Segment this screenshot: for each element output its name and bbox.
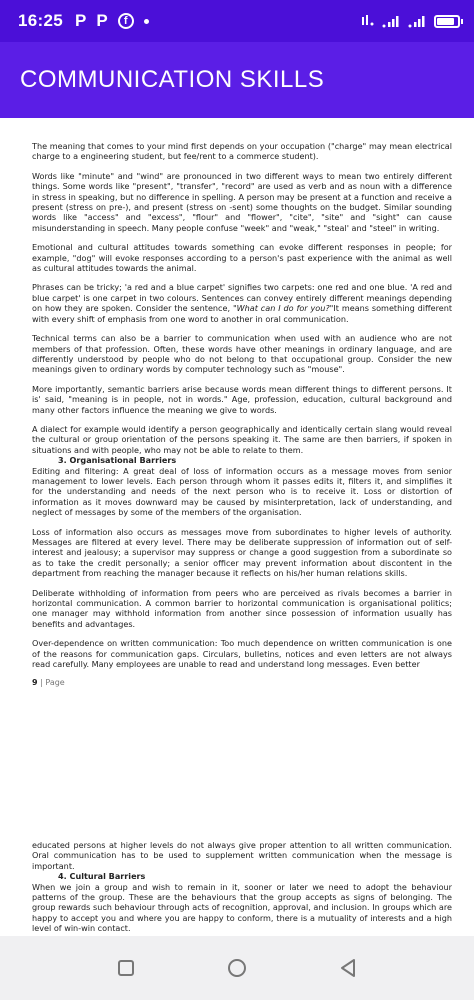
quoted-sentence: "What can I do for you?": [232, 303, 334, 314]
paragraph-text: Phrases can be tricky; 'a red and a blue carpet' signifies two carpets: one red and one blue. 'A red and blue carpet' is one carpet in two colours. Sentences can convey entirely different meanings depending on how they are spoken. Consider the sentence,: [32, 282, 452, 314]
paragraph: More importantly, semantic barriers arise because words mean different things to different persons. It is' said, "meaning is in people, not in words." Age, profession, education, cultural background and many other factors influence the meaning we give to words.: [32, 383, 452, 415]
paragraph: [32, 282, 452, 324]
page-number-value: 9: [32, 678, 38, 688]
paragraph: When we join a group and wish to remain in it, sooner or later we need to adopt the behaviour patterns of the group. These are the behaviours that the group accepts as signs of belonging. The group rewards such behaviour through acts of recognition, approval, and inclusion. In groups which are happy to accept you and where you are happy to conform, there is a mutuality of interests and a high level of win-win contact.: [32, 881, 452, 934]
app-bar: [0, 42, 474, 118]
paragraph: Deliberate withholding of information from peers who are perceived as rivals becomes a barrier in horizontal communication. A common barrier to horizontal communication is organisational politics; one manager may withhold information from another since possession of information usually has benefits and advantages.: [32, 587, 452, 629]
back-button[interactable]: [328, 948, 368, 988]
wifi-icon: [360, 14, 376, 28]
page-number: [32, 678, 452, 688]
recents-button[interactable]: [106, 948, 146, 988]
paragraph: Editing and filtering: A great deal of loss of information occurs as a message moves from senior management to lower levels. Each person through whom it passes edits it, filters it, and simplifies it for the understanding and needs of the next person who is to receive it. Loss or distortion of information as it moves downward may be caused by misinterpretation, lack of understanding, and neglect of messages by some of the members of the organisation.: [32, 465, 452, 518]
home-button[interactable]: [217, 948, 257, 988]
recents-square-icon: [117, 959, 135, 977]
navigation-bar: [0, 936, 474, 1000]
signal-icon: [408, 14, 428, 28]
paragraph: educated persons at higher levels do not always give proper attention to all written communication. Oral communication has to be used to supplement written communication when the message is important.: [32, 840, 452, 871]
page-title: COMMUNICATION SKILLS: [20, 66, 325, 93]
page-label: | Page: [40, 678, 65, 688]
facebook-icon: f: [118, 13, 134, 29]
notification-icons: [75, 11, 149, 31]
system-icons: [360, 14, 460, 28]
paragraph: Over-dependence on written communication: Too much dependence on written communication is one of the reasons for communication gaps. Circulars, bulletins, notices and even letters are not always read carefully. Many employees are unable to read and understand long messages. Even better: [32, 638, 452, 670]
clock-time: 16:25: [18, 11, 63, 30]
section-heading: 3. Organisational Barriers: [58, 455, 177, 466]
home-circle-icon: [227, 958, 247, 978]
document-page: [32, 141, 452, 689]
back-triangle-icon: [339, 958, 357, 978]
p-notification-icon: P: [96, 11, 108, 30]
paragraph: Words like "minute" and "wind" are pronounced in two different ways to mean two entirely different things. Some words like "present", "transfer", "record" are used as verb and as noun with a difference in stress in speaking, but no difference in spelling. A person may be present at a function and receive a present (stress on pre-), and present (stress on -sent) some thoughts on the budget. Similar sounding words like "access" and "excess", "flour" and "flower", "cite", "site" and "sight" can cause misunderstanding in speech. Many people confuse "week" and "weak," "steal' and "steel" in writing.: [32, 170, 452, 233]
document-viewer[interactable]: [0, 118, 474, 936]
paragraph: Loss of information also occurs as messages move from subordinates to higher levels of authority. Messages are filtered at every level. There may be deliberate suppression of information out of self-interest and jealousy; a supervisor may suppress or change a good suggestion from a subordinate so as to take the credit personally; a senior officer may prevent information about discontent in the department from reaching the manager because it reflects on his/her human relations skills.: [32, 526, 452, 579]
signal-icon: [382, 14, 402, 28]
paragraph: A dialect for example would identify a person geographically and identically certain slang would reveal the cultural or group orientation of the persons speaking it. The same are then barriers, if spoken in situations and with people, who may not be able to relate to them.: [32, 423, 452, 455]
status-bar: [0, 0, 474, 42]
p-notification-icon: P: [74, 11, 87, 30]
paragraph: The meaning that comes to your mind first depends on your occupation ("charge" may mean electrical charge to a engineering student, but fee/rent to a commerce student).: [32, 141, 452, 162]
paragraph-text: It means something different with every shift of emphasis from one word to another in oral communication.: [32, 303, 452, 324]
dot-icon: [144, 19, 149, 24]
section-heading: 4. Cultural Barriers: [58, 871, 146, 882]
paragraph: Emotional and cultural attitudes towards something can evoke different responses in people; for example, "dog" will evoke responses according to a person's past experience with the animal as well as cultural attitudes towards the animal.: [32, 242, 452, 274]
battery-icon: [434, 15, 460, 28]
paragraph: Technical terms can also be a barrier to communication when used with an audience who are not members of that profession. Often, these words have other meanings in ordinary language, and are differently understood by people who do not belong to that occupational group. Consider the new meanings given to ordinary words by computer technology such as "mouse".: [32, 333, 452, 375]
